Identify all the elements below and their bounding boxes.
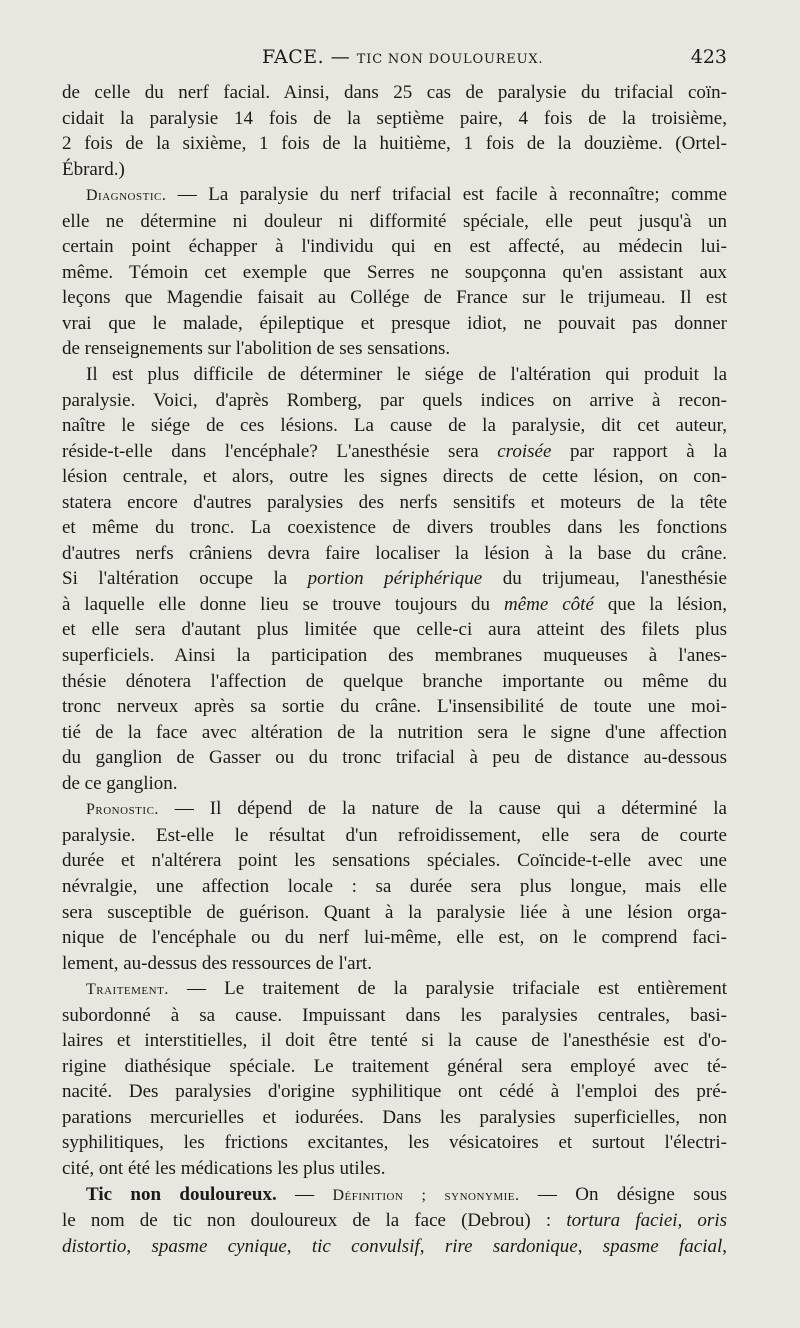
text-line: thésie dénotera l'affection de quelque branche importante ou même du bbox=[62, 670, 727, 692]
text-line: subordonné à sa cause. Impuissant dans les paralysies centrales, basi- bbox=[62, 1004, 727, 1026]
text-line: laires et interstitielles, il doit être tenté si la cause de l'anesthésie est d'o- bbox=[62, 1030, 727, 1052]
text-line: tié de la face avec altération de la nutrition sera le signe d'une affection bbox=[62, 721, 727, 743]
text-line: Pronostic. — Il dépend de la nature de la cause qui a déterminé la bbox=[86, 798, 727, 820]
text-line: elle ne détermine ni douleur ni difformité spéciale, elle peut jusqu'à un bbox=[62, 210, 727, 232]
text-line: naître le siége de ces lésions. La cause de la paralysie, dit cet auteur, bbox=[62, 415, 727, 437]
text-line: paralysie. Voici, d'après Romberg, par quels indices on arrive à recon- bbox=[62, 389, 727, 411]
text-line: de ce ganglion. bbox=[62, 772, 178, 794]
running-header bbox=[62, 44, 727, 74]
text-line: même. Témoin cet exemple que Serres ne soupçonna qu'en assistant aux bbox=[62, 261, 727, 283]
text-line: et même du tronc. La coexistence de divers troubles dans les fonctions bbox=[62, 517, 727, 539]
text-line: cité, ont été les médications les plus utiles. bbox=[62, 1157, 386, 1179]
text-line: de celle du nerf facial. Ainsi, dans 25 cas de paralysie du trifacial coïn- bbox=[62, 82, 727, 103]
text-line: Si l'altération occupe la portion périphérique du trijumeau, l'anesthésie bbox=[62, 568, 727, 590]
text-line: à laquelle elle donne lieu se trouve toujours du même côté que la lésion, bbox=[62, 593, 727, 615]
page-number: 423 bbox=[690, 46, 727, 68]
page-body bbox=[62, 80, 727, 1259]
text-line: durée et n'altérera point les sensations spéciales. Coïncide-t-elle avec une bbox=[62, 850, 727, 872]
text-line: syphilitiques, les frictions excitantes, les vésicatoires et surtout l'électri- bbox=[62, 1132, 727, 1154]
text-line: cidait la paralysie 14 fois de la septième paire, 4 fois de la troisième, bbox=[62, 107, 727, 129]
text-line: Diagnostic. — La paralysie du nerf trifacial est facile à reconnaître; comme bbox=[86, 184, 727, 206]
text-line: vrai que le malade, épileptique et presque idiot, ne pouvait pas donner bbox=[62, 312, 727, 334]
text-line: le nom de tic non douloureux de la face (Debrou) : tortura faciei, oris bbox=[62, 1210, 727, 1232]
text-line: lement, au-dessus des ressources de l'art. bbox=[62, 952, 372, 974]
text-line: 2 fois de la sixième, 1 fois de la huitième, 1 fois de la douzième. (Ortel- bbox=[62, 133, 727, 155]
text-line: Traitement. — Le traitement de la paralysie trifaciale est entièrement bbox=[86, 978, 727, 1000]
text-line: névralgie, une affection locale : sa durée sera plus longue, mais elle bbox=[62, 875, 727, 897]
header-title-sub: TIC NON DOULOUREUX. bbox=[356, 52, 544, 67]
text-line: leçons que Magendie faisait au Collége de France sur le trijumeau. Il est bbox=[62, 287, 727, 309]
text-line: réside-t-elle dans l'encéphale? L'anesthésie sera croisée par rapport à la bbox=[62, 440, 727, 462]
text-line: parations mercurielles et iodurées. Dans les paralysies superficielles, non bbox=[62, 1106, 727, 1128]
text-line: distortio, spasme cynique, tic convulsif, rire sardonique, spasme facial, bbox=[62, 1235, 728, 1257]
header-title bbox=[262, 46, 543, 68]
text-line: de renseignements sur l'abolition de ses sensations. bbox=[62, 338, 451, 360]
text-line: rigine diathésique spéciale. Le traitement général sera employé avec té- bbox=[62, 1055, 727, 1077]
text-line: tronc nerveux après sa sortie du crâne. L'insensibilité de toute une moi- bbox=[62, 696, 727, 718]
text-line: et elle sera d'autant plus limitée que celle-ci aura atteint des filets plus bbox=[62, 619, 727, 641]
text-line: paralysie. Est-elle le résultat d'un refroidissement, elle sera de courte bbox=[62, 824, 727, 846]
text-line: nique de l'encéphale ou du nerf lui-même, elle est, on le comprend faci- bbox=[62, 927, 727, 949]
text-line: sera susceptible de guérison. Quant à la paralysie liée à une lésion orga- bbox=[62, 901, 727, 923]
text-line: Tic non douloureux. — Définition ; synonymie. — On désigne sous bbox=[86, 1183, 727, 1205]
text-line: Il est plus difficile de déterminer le siége de l'altération qui produit la bbox=[86, 364, 727, 386]
text-line: Ébrard.) bbox=[62, 158, 125, 180]
text-line: lésion centrale, et alors, outre les signes directs de cette lésion, on con- bbox=[62, 466, 727, 488]
text-line: du ganglion de Gasser ou du tronc trifacial à peu de distance au-dessous bbox=[62, 747, 727, 769]
text-line: nacité. Des paralysies d'origine syphilitique ont cédé à l'emploi des pré- bbox=[62, 1081, 727, 1103]
text-line: superficiels. Ainsi la participation des membranes muqueuses à l'anes- bbox=[62, 645, 727, 667]
header-title-main: FACE. — bbox=[262, 46, 351, 68]
text-line: certain point échapper à l'individu qui en est affecté, au médecin lui- bbox=[62, 236, 727, 258]
text-line: statera encore d'autres paralysies des nerfs sensitifs et moteurs de la tête bbox=[62, 491, 727, 513]
text-line: d'autres nerfs crâniens devra faire localiser la lésion à la base du crâne. bbox=[62, 542, 727, 564]
